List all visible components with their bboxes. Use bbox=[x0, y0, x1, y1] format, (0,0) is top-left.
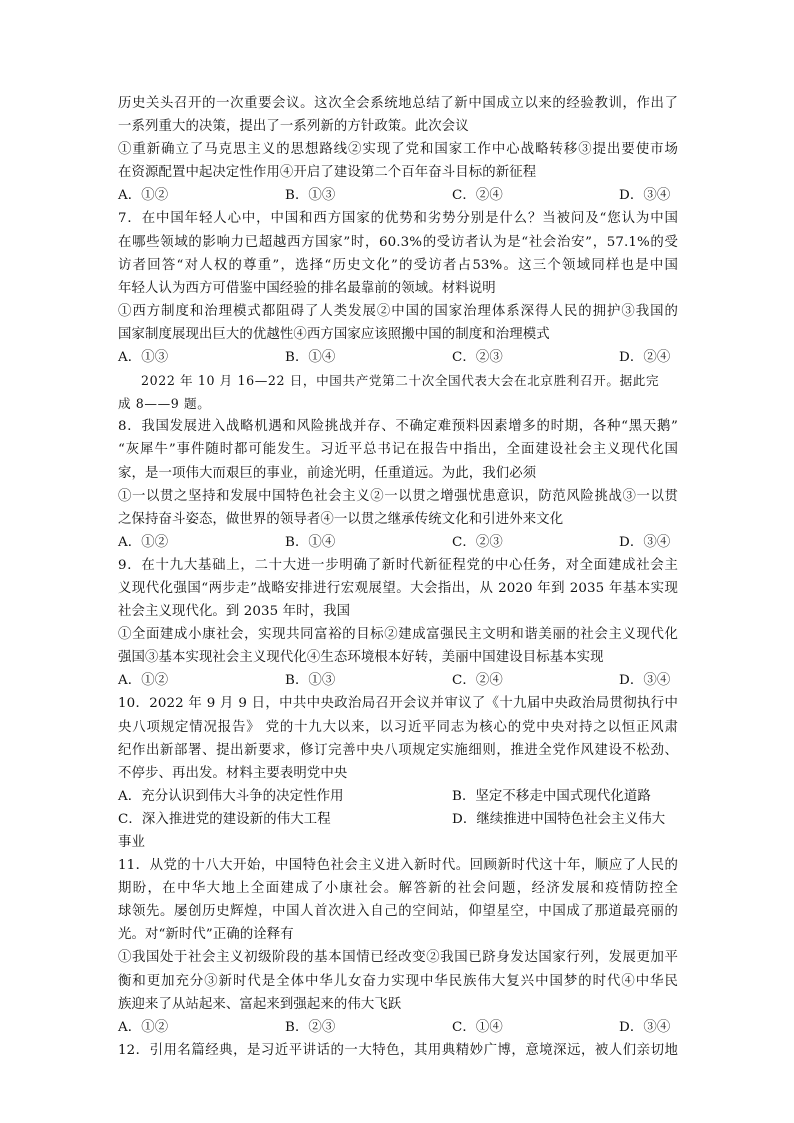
question-7-options bbox=[118, 346, 678, 369]
option-a[interactable]: A．①③ bbox=[118, 350, 169, 366]
question-8-stem-line: 家，是一项伟大而艰巨的事业，前途光明，任重道远。为此，我们必须 bbox=[118, 465, 537, 481]
option-c[interactable]: C．②④ bbox=[452, 188, 503, 204]
question-6-stem-line: 历史关头召开的一次重要会议。这次全会系统地总结了新中国成立以来的经验教训，作出了 bbox=[118, 96, 678, 111]
question-7-stem-line: 年轻人认为西方可借鉴中国经验的排名最靠前的领域。材料说明 bbox=[118, 280, 496, 296]
option-d[interactable]: D．③④ bbox=[619, 534, 671, 550]
question-10-stem-line: 不停步、再出发。材料主要表明党中央 bbox=[118, 765, 348, 781]
question-9-statement-line: 强国③基本实现社会主义现代化④生态环境根本好转，美丽中国建设目标基本实现 bbox=[118, 650, 604, 666]
option-b[interactable]: B．坚定不移走中国式现代化道路 bbox=[452, 788, 651, 804]
question-9-stem-line: 义现代化强国“两步走”战略安排进行宏观展望。大会指出，从 2020 年到 2035 年基本实现 bbox=[118, 580, 678, 596]
question-10-options-row-2 bbox=[118, 808, 678, 831]
option-c[interactable]: C．②④ bbox=[452, 673, 503, 689]
option-d[interactable]: D．继续推进中国特色社会主义伟大 bbox=[452, 811, 666, 827]
option-d[interactable]: D．③④ bbox=[619, 188, 671, 204]
question-9-stem-line: 9．在十九大基础上，二十大进一步明确了新时代新征程党的中心任务，对全面建成社会主 bbox=[118, 557, 678, 573]
question-9-stem-line: 社会主义现代化。到 2035 年时，我国 bbox=[118, 604, 351, 620]
section-note-line: 成 8——9 题。 bbox=[118, 396, 211, 412]
option-c[interactable]: C．②③ bbox=[452, 534, 503, 550]
question-8 bbox=[118, 415, 678, 554]
option-c[interactable]: C．深入推进党的建设新的伟大工程 bbox=[118, 811, 331, 827]
option-b[interactable]: B．①④ bbox=[285, 350, 336, 366]
option-c[interactable]: C．①④ bbox=[452, 1019, 503, 1035]
question-11-stem-line: 11．从党的十八大开始，中国特色社会主义进入新时代。回顾新时代这十年，顺应了人民的 bbox=[118, 858, 678, 874]
question-11-options bbox=[118, 1016, 678, 1039]
question-8-stem-line: 8．我国发展进入战略机遇和风险挑战并存、不确定难预料因素增多的时期，各种“黑天鹅” bbox=[118, 419, 678, 435]
option-d[interactable]: D．③④ bbox=[619, 673, 671, 689]
question-10-stem-line: 央八项规定情况报告》 党的十九大以来，以习近平同志为核心的党中央对持之以恒正风肃 bbox=[118, 719, 678, 735]
question-content bbox=[118, 92, 678, 1062]
option-b[interactable]: B．②③ bbox=[285, 1019, 336, 1035]
question-7-stem-line: 在哪些领域的影响力已超越西方国家”时，60.3%的受访者认为是“社会治安”，57.1%的受 bbox=[118, 234, 678, 250]
question-11-statement-line: 族迎来了从站起来、富起来到强起来的伟大飞跃 bbox=[118, 996, 402, 1012]
question-12-stem-line: 12．引用名篇经典，是习近平讲话的一大特色，其用典精妙广博，意境深远，被人们亲切地 bbox=[118, 1042, 678, 1058]
option-c[interactable]: C．②③ bbox=[452, 350, 503, 366]
question-8-options bbox=[118, 531, 678, 554]
option-b[interactable]: B．①③ bbox=[285, 673, 336, 689]
question-6-statement-line: ①重新确立了马克思主义的思想路线②实现了党和国家工作中心战略转移③提出要使市场 bbox=[118, 142, 678, 158]
option-d-continuation: 事业 bbox=[118, 835, 145, 850]
question-8-statement-line: 之保持奋斗姿态，做世界的领导者④一以贯之继承传统文化和引进外来文化 bbox=[118, 511, 564, 527]
question-11-stem-line: 期盼，在中华大地上全面建成了小康社会。解答新的社会问题，经济发展和疫情防控全 bbox=[118, 881, 678, 897]
question-10-stem-line: 纪作出新部署、提出新要求，修订完善中央八项规定实施细则，推进全党作风建设不松劲、 bbox=[118, 742, 678, 758]
question-7-stem-line: 访者回答“对人权的尊重”，选择“历史文化”的受访者占53%。这三个领域同样也是中国 bbox=[118, 257, 678, 273]
option-a[interactable]: A．①② bbox=[118, 534, 169, 550]
option-a[interactable]: A．①② bbox=[118, 673, 169, 689]
question-10-stem-line: 10．2022 年 9 月 9 日，中共中央政治局召开会议并审议了《十九届中央政治局贯彻执行中 bbox=[118, 696, 678, 712]
section-note bbox=[118, 369, 678, 415]
question-10 bbox=[118, 692, 678, 854]
question-9 bbox=[118, 554, 678, 693]
question-8-stem-line: “灰犀牛”事件随时都可能发生。习近平总书记在报告中指出，全面建设社会主义现代化国 bbox=[118, 442, 678, 458]
option-a[interactable]: A．①② bbox=[118, 188, 169, 204]
question-9-options bbox=[118, 669, 678, 692]
option-d[interactable]: D．②④ bbox=[619, 350, 671, 366]
question-12 bbox=[118, 1039, 678, 1062]
question-8-statement-line: ①一以贯之坚持和发展中国特色社会主义②一以贯之增强忧患意识，防范风险挑战③一以贯 bbox=[118, 488, 678, 504]
question-7-statement-line: ①西方制度和治理模式都阻碍了人类发展②中国的国家治理体系深得人民的拥护③我国的 bbox=[118, 303, 678, 319]
question-7 bbox=[118, 207, 678, 369]
question-11 bbox=[118, 854, 678, 1039]
question-9-statement-line: ①全面建成小康社会，实现共同富裕的目标②建成富强民主文明和谐美丽的社会主义现代化 bbox=[118, 627, 678, 643]
option-b[interactable]: B．①④ bbox=[285, 534, 336, 550]
section-note-line: 2022 年 10 月 16—22 日，中国共产党第二十次全国代表大会在北京胜利召开。据此完 bbox=[141, 373, 660, 389]
question-11-statement-line: ①我国处于社会主义初级阶段的基本国情已经改变②我国已跻身发达国家行列，发展更加平 bbox=[118, 950, 678, 966]
question-11-stem-line: 光。对“新时代”正确的诠释有 bbox=[118, 927, 294, 943]
question-11-stem-line: 球领先。屡创历史辉煌，中国人首次进入自己的空间站，仰望星空，中国成了那道最亮丽的 bbox=[118, 904, 678, 920]
question-6-stem-line: 一系列重大的决策，提出了一系列新的方针政策。此次会议 bbox=[118, 119, 469, 135]
option-d[interactable]: D．③④ bbox=[619, 1019, 671, 1035]
question-7-stem-line: 7．在中国年轻人心中，中国和西方国家的优势和劣势分别是什么？当被问及“您认为中国 bbox=[118, 211, 678, 227]
question-6 bbox=[118, 92, 678, 207]
question-10-options-row-1 bbox=[118, 785, 678, 808]
question-7-statement-line: 国家制度展现出巨大的优越性④西方国家应该照搬中国的制度和治理模式 bbox=[118, 326, 550, 342]
option-a[interactable]: A．充分认识到伟大斗争的决定性作用 bbox=[118, 788, 344, 804]
question-6-options bbox=[118, 184, 678, 207]
question-11-statement-line: 衡和更加充分③新时代是全体中华儿女奋力实现中华民族伟大复兴中国梦的时代④中华民 bbox=[118, 973, 678, 989]
option-a[interactable]: A．①② bbox=[118, 1019, 169, 1035]
question-6-statement-line: 在资源配置中起决定性作用④开启了建设第二个百年奋斗目标的新征程 bbox=[118, 165, 537, 181]
option-b[interactable]: B．①③ bbox=[285, 188, 336, 204]
